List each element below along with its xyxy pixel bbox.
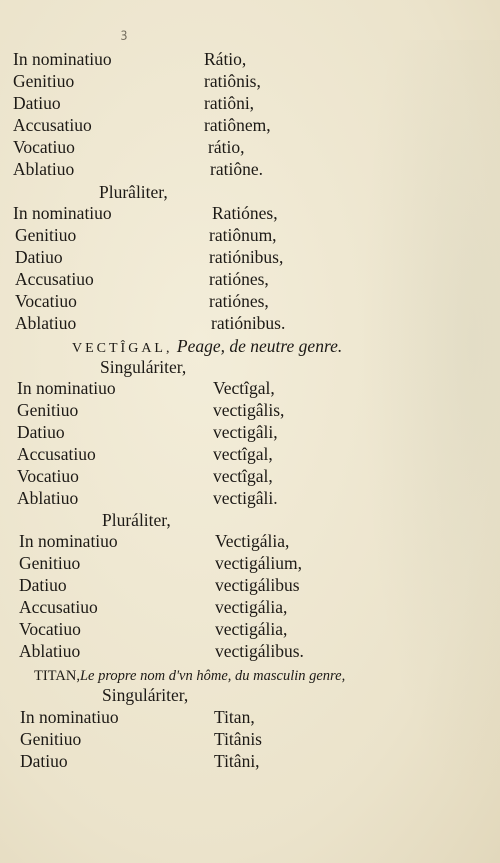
case-name: In nominatiuo	[19, 531, 118, 551]
declension-row	[0, 596, 500, 618]
word-form: vectîgal,	[213, 444, 273, 464]
number-label: Pluráliter,	[102, 510, 171, 530]
number-label: Plurâliter,	[99, 182, 168, 202]
declension-row	[0, 487, 500, 509]
declension-row	[0, 268, 500, 290]
number-label: Singuláriter,	[100, 357, 187, 377]
case-name: Datiuo	[19, 575, 67, 595]
word-form: vectigâli,	[213, 422, 278, 442]
word-form: ratiónes,	[209, 269, 269, 289]
declension-row	[0, 312, 500, 334]
declension-row	[0, 377, 500, 399]
case-name: Datiuo	[20, 751, 68, 771]
declension-row	[0, 224, 500, 246]
word-form: ratiône.	[210, 159, 263, 179]
word-form: vectigâlis,	[213, 400, 285, 420]
case-name: Ablatiuo	[13, 159, 75, 179]
declension-row	[0, 574, 500, 596]
word-form: ratiónibus,	[209, 247, 284, 267]
case-name: Genitiuo	[17, 400, 79, 420]
declension-row	[0, 290, 500, 312]
case-name: Accusatiuo	[19, 597, 98, 617]
case-name: Accusatiuo	[17, 444, 96, 464]
case-name: Ablatiuo	[15, 313, 77, 333]
case-name: Datiuo	[15, 247, 63, 267]
word-form: vectigália,	[215, 619, 288, 639]
word-form: ratiôni,	[204, 93, 255, 113]
word-form: Rátio,	[204, 49, 247, 69]
case-name: Ablatiuo	[19, 641, 81, 661]
gender-note: de neutre genre.	[229, 336, 343, 356]
declension-row	[0, 728, 500, 750]
declension-row	[0, 70, 500, 92]
word-form: Vectîgal,	[213, 378, 275, 398]
case-name: Genitiuo	[20, 729, 82, 749]
word-form: vectigâli.	[213, 488, 278, 508]
signature-mark: ꝫ	[121, 26, 128, 40]
declension-row	[0, 202, 500, 224]
case-name: Accusatiuo	[13, 115, 92, 135]
word-form: ratiônum,	[209, 225, 277, 245]
word-form: vectigálibus.	[215, 641, 304, 661]
declension-row	[0, 92, 500, 114]
case-name: In nominatiuo	[20, 707, 119, 727]
case-name: In nominatiuo	[13, 203, 112, 223]
word-form: Titânis	[214, 729, 262, 749]
case-name: Vocatiuo	[19, 619, 81, 639]
declension-row	[0, 399, 500, 421]
declension-row	[0, 136, 500, 158]
case-name: Genitiuo	[15, 225, 77, 245]
word-form: Titâni,	[214, 751, 260, 771]
declension-row	[0, 114, 500, 136]
case-name: Vocatiuo	[17, 466, 79, 486]
word-form: Ratiónes,	[212, 203, 278, 223]
french-gloss: Le propre nom d'vn hôme, du masculin genre,	[79, 668, 346, 684]
case-name: Vocatiuo	[15, 291, 77, 311]
case-name: Datiuo	[13, 93, 61, 113]
declension-row	[0, 158, 500, 180]
word-form: ratiônis,	[204, 71, 261, 91]
case-name: Datiuo	[17, 422, 65, 442]
entry-heading	[34, 663, 345, 687]
word-form: Titan,	[214, 707, 255, 727]
declension-row	[0, 750, 500, 772]
headword: VECTÎGAL,	[72, 341, 173, 356]
declension-row	[0, 706, 500, 728]
word-form: ratiónes,	[209, 291, 269, 311]
case-name: Ablatiuo	[17, 488, 79, 508]
case-name: Genitiuo	[13, 71, 75, 91]
case-name: Vocatiuo	[13, 137, 75, 157]
french-gloss: Peage,	[176, 336, 225, 356]
word-form: vectîgal,	[213, 466, 273, 486]
declension-row	[0, 640, 500, 662]
headword: TITAN,	[34, 668, 80, 684]
declension-row	[0, 421, 500, 443]
case-name: In nominatiuo	[17, 378, 116, 398]
word-form: rátio,	[208, 137, 245, 157]
word-form: vectigálibus	[215, 575, 300, 595]
case-name: In nominatiuo	[13, 49, 112, 69]
case-name: Genitiuo	[19, 553, 81, 573]
word-form: ratiônem,	[204, 115, 271, 135]
word-form: Vectigália,	[215, 531, 290, 551]
declension-row	[0, 246, 500, 268]
declension-row	[0, 465, 500, 487]
declension-row	[0, 443, 500, 465]
declension-row	[0, 552, 500, 574]
case-name: Accusatiuo	[15, 269, 94, 289]
declension-row	[0, 618, 500, 640]
word-form: vectigália,	[215, 597, 288, 617]
word-form: vectigálium,	[215, 553, 302, 573]
number-label: Singuláriter,	[102, 685, 189, 705]
declension-row	[0, 48, 500, 70]
word-form: ratiónibus.	[211, 313, 286, 333]
declension-row	[0, 530, 500, 552]
